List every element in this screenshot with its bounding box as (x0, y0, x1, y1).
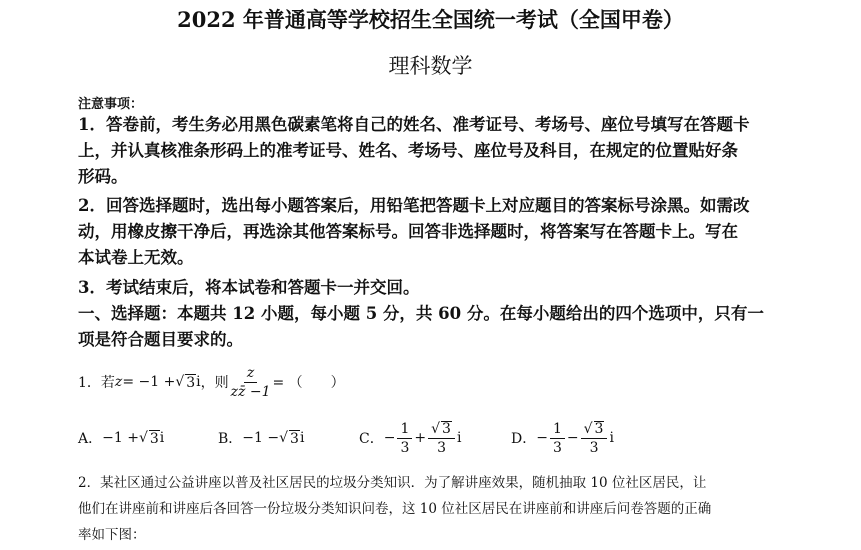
option-b[interactable] (218, 418, 304, 458)
q1-radicand: 3 (186, 374, 196, 391)
section-line: 一、选择题：本题共 12 小题，每小题 5 分，共 60 分。在每小题给出的四个选项中，只有一 (78, 304, 764, 323)
option-d-label: D． (511, 431, 537, 447)
q1-tail: = （ ） (272, 375, 345, 391)
q1-prefix: 1．若 (78, 375, 115, 391)
option-c-i: i (456, 430, 462, 446)
q2-line: 他们在讲座前和讲座后各回答一份垃圾分类知识问卷，这 10 位社区居民在讲座前和讲座后问卷答题的正确 (78, 501, 712, 517)
question-1 (78, 362, 345, 402)
question-2 (78, 470, 790, 548)
note-item-2-line: 2．回答选择题时，选出每小题答案后，用铅笔把答题卡上对应题目的答案标号涂黑。如需改 (78, 196, 750, 215)
option-b-radicand: 3 (290, 430, 299, 447)
q1-then: ，则 (200, 375, 229, 391)
option-c-den-2: 3 (437, 440, 446, 456)
q2-line: 2．某社区通过公益讲座以普及社区居民的垃圾分类知识．为了解讲座效果，随机抽取 10 位社区居民，让 (78, 475, 707, 491)
option-c-sign: + (414, 430, 427, 446)
note-item-2-line: 本试卷上无效。 (78, 248, 194, 267)
option-d-i: i (609, 430, 614, 446)
option-a-label: A． (78, 431, 103, 447)
exam-title: 2022 年普通高等学校招生全国统一考试（全国甲卷） (177, 7, 684, 32)
option-d[interactable] (511, 418, 614, 458)
note-item-3: 3．考试结束后，将本试卷和答题卡一并交回。 (78, 278, 420, 297)
note-item-1-line: 上，并认真核准条形码上的准考证号、姓名、考场号、座位号及科目，在规定的位置贴好条 (78, 141, 738, 160)
q1-options (78, 418, 798, 458)
option-d-sign: − (566, 430, 579, 446)
note-item-1 (78, 112, 790, 190)
q1-fraction (231, 366, 271, 399)
q2-line: 率如下图： (78, 527, 146, 543)
option-c-sign: − (383, 430, 396, 446)
notes-heading: 注意事项： (78, 97, 144, 112)
option-a-text: −1 + (102, 430, 139, 446)
sqrt-icon: √ (583, 421, 593, 437)
option-c-num-1: 1 (397, 422, 412, 439)
sqrt-icon: √ (138, 430, 148, 446)
sqrt-icon: √ (279, 430, 289, 446)
option-c-frac-2 (428, 421, 455, 455)
option-d-frac-2 (581, 421, 608, 455)
section-instructions (78, 301, 790, 353)
option-a-i: i (159, 430, 165, 446)
q1-frac-den: zz̄ −1 (230, 383, 271, 400)
q1-frac-num: z (244, 366, 257, 383)
option-d-den-2: 3 (589, 440, 599, 456)
option-d-num-2: 3 (594, 421, 604, 437)
option-c[interactable] (359, 418, 461, 458)
note-item-2 (78, 193, 790, 271)
sqrt-icon: √ (431, 421, 441, 437)
section-line: 项是符合题目要求的。 (78, 330, 243, 349)
q1-var: z (114, 374, 123, 390)
option-d-num-1: 1 (550, 422, 565, 439)
option-d-sign: − (536, 430, 548, 446)
note-item-1-line: 形码。 (78, 167, 128, 186)
option-c-frac-1 (397, 422, 412, 455)
option-a[interactable] (78, 418, 164, 458)
option-b-label: B． (218, 431, 243, 447)
option-b-i: i (299, 430, 305, 446)
option-c-label: C． (359, 431, 384, 447)
option-d-den-1: 3 (552, 439, 562, 456)
option-a-radicand: 3 (149, 430, 159, 447)
q1-i: i (196, 374, 201, 390)
option-c-den-1: 3 (400, 439, 410, 456)
option-c-num-2: 3 (442, 421, 451, 437)
option-d-frac-1 (550, 422, 565, 455)
sqrt-icon: √ (175, 374, 185, 390)
option-b-text: −1 − (242, 430, 280, 446)
exam-subtitle: 理科数学 (388, 54, 473, 78)
note-item-2-line: 动，用橡皮擦干净后，再选涂其他答案标号。回答非选择题时，将答案写在答题卡上。写在 (78, 222, 738, 241)
note-item-1-line: 1．答卷前，考生务必用黑色碳素笔将自己的姓名、准考证号、考场号、座位号填写在答题卡 (78, 115, 750, 134)
q1-eq: = −1 + (122, 374, 176, 390)
